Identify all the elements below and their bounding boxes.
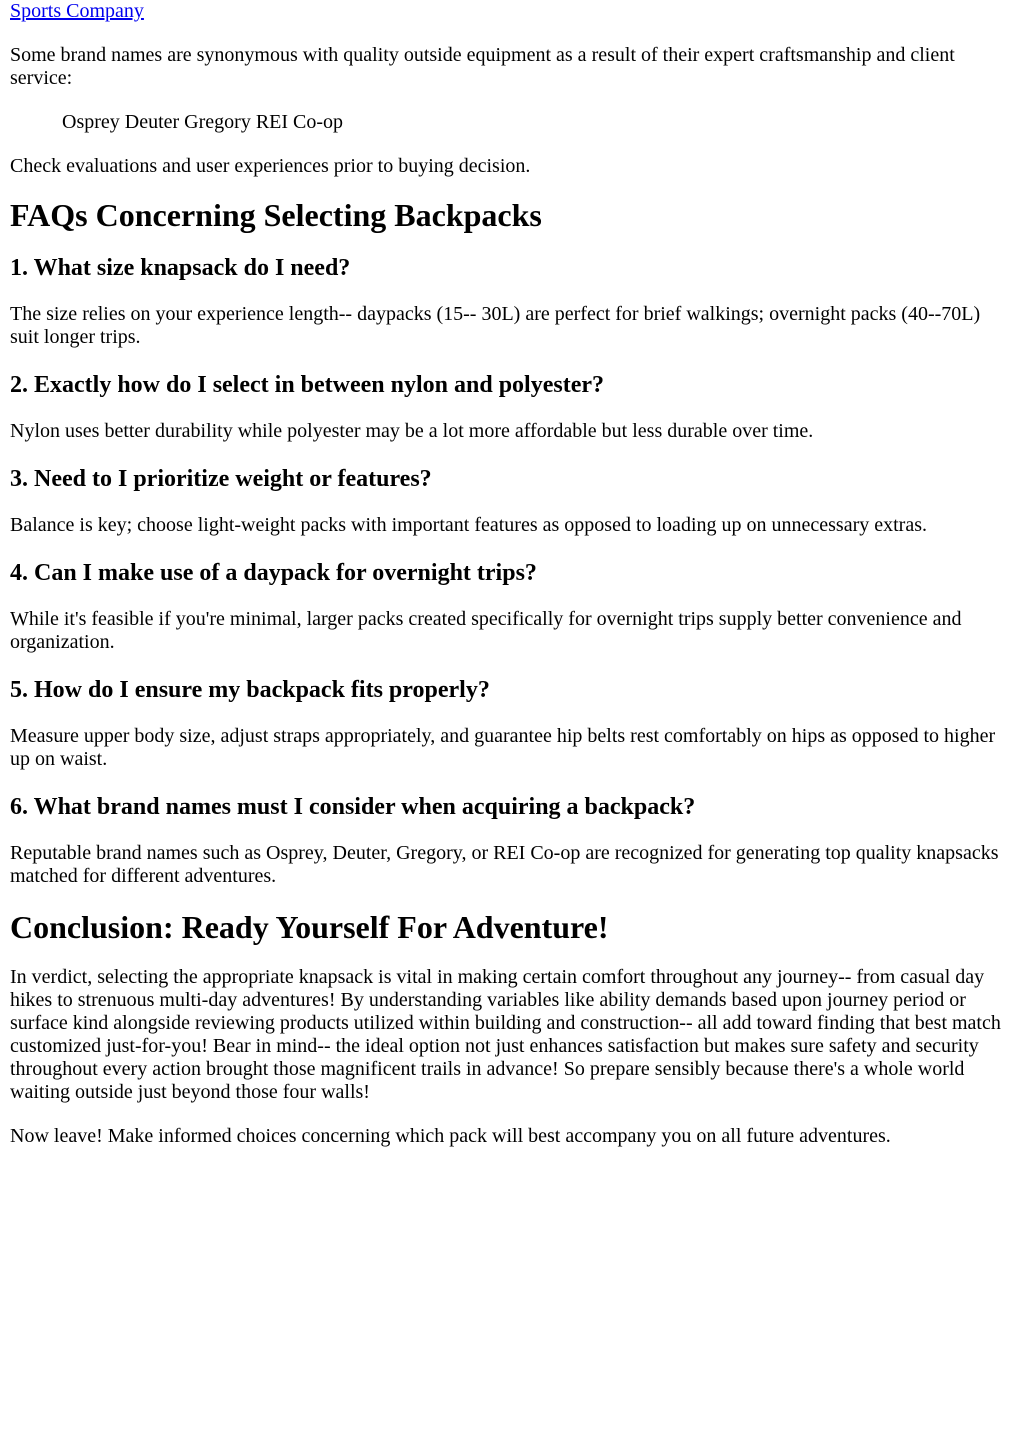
- faq-question: 6. What brand names must I consider when acquiring a backpack?: [10, 794, 696, 820]
- faq-question: 2. Exactly how do I select in between nylon and polyester?: [10, 372, 604, 398]
- faq-question: 3. Need to I prioritize weight or features?: [10, 466, 432, 492]
- faq-answer: Nylon uses better durability while polyester may be a lot more affordable but less durable over time.: [10, 420, 814, 442]
- faq-question: 5. How do I ensure my backpack fits properly?: [10, 677, 490, 703]
- conclusion-heading: Conclusion: Ready Yourself For Adventure!: [10, 909, 609, 945]
- faq-heading: FAQs Concerning Selecting Backpacks: [10, 197, 542, 233]
- sports-company-link[interactable]: Sports Company: [10, 0, 144, 22]
- faq-answer: While it's feasible if you're minimal, larger packs created specifically for overnight trips supply better convenience and organization.: [10, 608, 962, 653]
- final-note-paragraph: Now leave! Make informed choices concerning which pack will best accompany you on all future adventures.: [10, 1125, 891, 1147]
- faq-answer: Measure upper body size, adjust straps appropriately, and guarantee hip belts rest comfortably on hips as opposed to higher up on waist.: [10, 725, 996, 770]
- faq-answer: Reputable brand names such as Osprey, Deuter, Gregory, or REI Co-op are recognized for generating top quality knapsacks matched for different adventures.: [10, 842, 999, 887]
- faq-answer: The size relies on your experience length-- daypacks (15-- 30L) are perfect for brief walkings; overnight packs (40--70L) suit longer trips.: [10, 303, 981, 348]
- check-note-paragraph: Check evaluations and user experiences prior to buying decision.: [10, 155, 531, 177]
- faq-question: 1. What size knapsack do I need?: [10, 255, 351, 281]
- conclusion-paragraph: In verdict, selecting the appropriate knapsack is vital in making certain comfort throughout any journey-- from casual day hikes to strenuous multi-day adventures! By understanding variables like ability demands based upon journey period or surface kind alongside reviewing products utilized within building and construction-- all add toward finding that best match customized just-for-you! Bear in mind-- the ideal option not just enhances satisfaction but makes sure safety and security throughout every action brought those magnificent trails in advance! So prepare sensibly because there's a whole world waiting outside just beyond those four walls!: [10, 966, 1001, 1103]
- brand-list: Osprey Deuter Gregory REI Co-op: [62, 111, 344, 133]
- faq-answer: Balance is key; choose light-weight packs with important features as opposed to loading up on unnecessary extras.: [10, 514, 927, 536]
- intro-paragraph: Some brand names are synonymous with quality outside equipment as a result of their expert craftsmanship and client service:: [10, 44, 955, 89]
- faq-question: 4. Can I make use of a daypack for overnight trips?: [10, 560, 537, 586]
